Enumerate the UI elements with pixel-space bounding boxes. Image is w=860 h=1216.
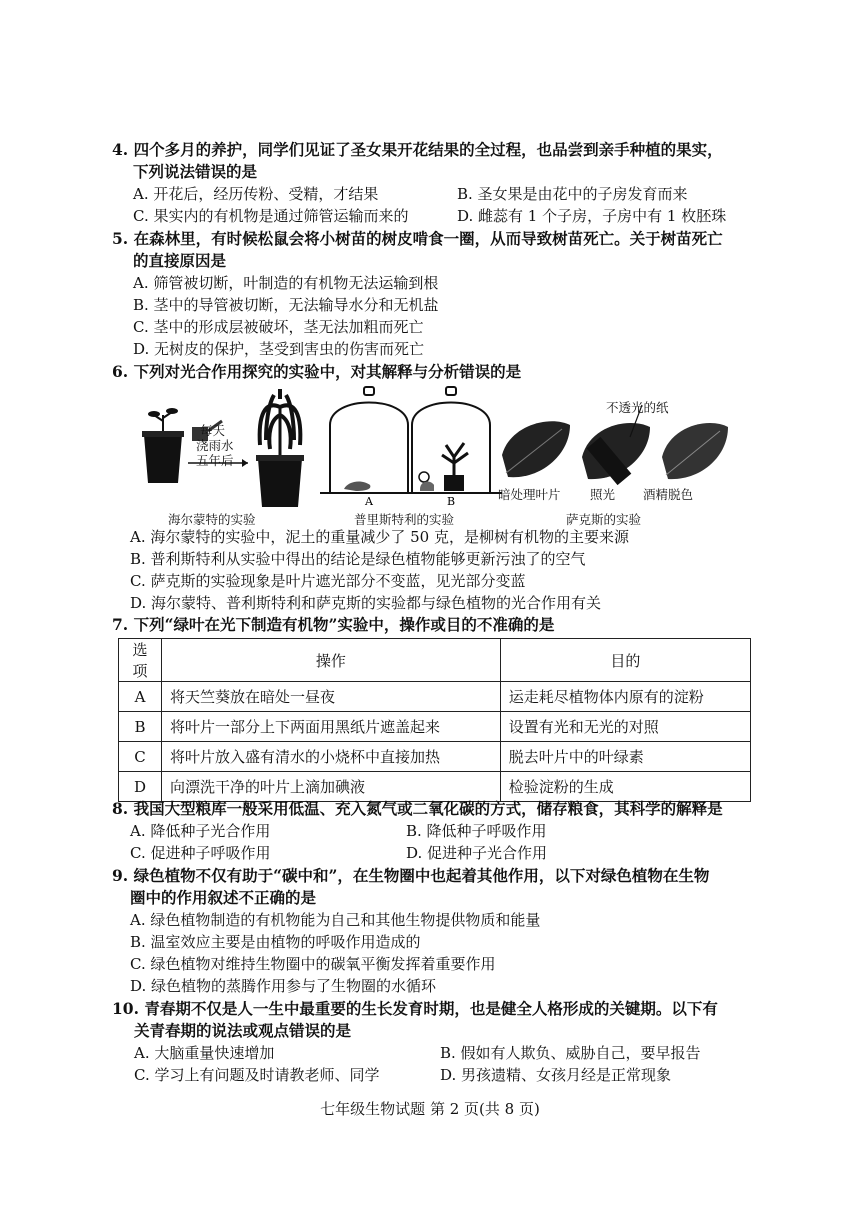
table-row	[119, 772, 751, 802]
page-footer: 七年级生物试题 第 2 页(共 8 页)	[320, 1100, 540, 1118]
row-option: C	[119, 742, 162, 772]
q8-option-b: B. 降低种子呼吸作用	[406, 822, 547, 840]
header-purpose: 目的	[500, 639, 750, 682]
q9-stem-cont: 圈中的作用叙述不正确的是	[130, 888, 317, 907]
q6-option-d: D. 海尔蒙特、普利斯特利和萨克斯的实验都与绿色植物的光合作用有关	[130, 594, 602, 612]
row-option: A	[119, 682, 162, 712]
q4-stem: 4. 四个多月的养护，同学们见证了圣女果开花结果的全过程，也品尝到亲手种植的果实，	[112, 140, 723, 159]
sachs-leaf-bleached-icon	[662, 423, 728, 479]
q5-option-a: A. 筛管被切断，叶制造的有机物无法运输到根	[133, 274, 439, 292]
q6-option-c: C. 萨克斯的实验现象是叶片遮光部分不变蓝，见光部分变蓝	[130, 572, 526, 590]
table-row	[119, 712, 751, 742]
row-purpose: 运走耗尽植物体内原有的淀粉	[500, 682, 750, 712]
table-row	[119, 682, 751, 712]
helmont-pot-large-icon	[256, 389, 304, 507]
q8-stem: 8. 我国大型粮库一般采用低温、充入氮气或二氧化碳的方式，储存粮食，其科学的解释是	[112, 799, 723, 818]
table-row	[119, 742, 751, 772]
sachs-leaf-covered-icon	[582, 405, 650, 485]
q10-stem-cont: 关青春期的说法或观点错误的是	[134, 1021, 352, 1040]
sachs-step-1: 暗处理叶片	[498, 487, 561, 502]
q6-stem: 6. 下列对光合作用探究的实验中，对其解释与分析错误的是	[112, 362, 522, 381]
row-operation: 将天竺葵放在暗处一昼夜	[162, 682, 501, 712]
helmont-caption: 海尔蒙特的实验	[168, 512, 256, 527]
row-purpose: 设置有光和无光的对照	[500, 712, 750, 742]
q5-option-c: C. 茎中的形成层被破坏，茎无法加粗而死亡	[133, 318, 424, 336]
helmont-note-3: 五年后	[196, 453, 234, 468]
q10-option-c: C. 学习上有问题及时请教老师、同学	[134, 1066, 380, 1084]
header-option: 选项	[119, 639, 162, 682]
sachs-step-3: 酒精脱色	[643, 487, 694, 502]
q4-option-d: D. 雌蕊有 1 个子房，子房中有 1 枚胚珠	[457, 207, 727, 225]
q5-stem-cont: 的直接原因是	[133, 251, 227, 270]
priestley-bell-jar-b-icon	[412, 387, 490, 493]
table-header-row	[119, 639, 751, 682]
q10-stem: 10. 青春期不仅是人一生中最重要的生长发育时期，也是健全人格形成的关键期。以下有	[112, 999, 718, 1018]
q8-option-a: A. 降低种子光合作用	[130, 822, 271, 840]
row-purpose: 脱去叶片中的叶绿素	[500, 742, 750, 772]
helmont-pot-small-icon	[142, 408, 184, 483]
sachs-caption: 萨克斯的实验	[566, 512, 642, 527]
q10-option-d: D. 男孩遗精、女孩月经是正常现象	[440, 1066, 672, 1084]
q4-option-a: A. 开花后，经历传粉、受精，才结果	[133, 185, 379, 203]
sachs-leaf-dark-icon	[502, 421, 570, 477]
q8-option-d: D. 促进种子光合作用	[406, 844, 548, 862]
sachs-step-2: 照光	[590, 487, 616, 502]
q7-stem: 7. 下列“绿叶在光下制造有机物”实验中，操作或目的不准确的是	[112, 615, 555, 634]
q5-option-b: B. 茎中的导管被切断，无法输导水分和无机盐	[133, 296, 439, 314]
q4-stem-cont: 下列说法错误的是	[133, 162, 258, 181]
q10-option-b: B. 假如有人欺负、威胁自己，要早报告	[440, 1044, 701, 1062]
row-operation: 将叶片放入盛有清水的小烧杯中直接加热	[162, 742, 501, 772]
row-option: D	[119, 772, 162, 802]
q6-option-b: B. 普利斯特利从实验中得出的结论是绿色植物能够更新污浊了的空气	[130, 550, 586, 568]
q9-option-b: B. 温室效应主要是由植物的呼吸作用造成的	[130, 933, 421, 951]
jar-label-a: A	[365, 495, 373, 508]
q9-stem: 9. 绿色植物不仅有助于“碳中和”，在生物圈中也起着其他作用，以下对绿色植物在生物	[112, 866, 710, 885]
row-operation: 向漂洗干净的叶片上滴加碘液	[162, 772, 501, 802]
sachs-paper-label: 不透光的纸	[606, 400, 669, 415]
q4-option-c: C. 果实内的有机物是通过筛管运输而来的	[133, 207, 409, 225]
q9-option-a: A. 绿色植物制造的有机物能为自己和其他生物提供物质和能量	[130, 911, 541, 929]
helmont-note-1: 每天	[200, 423, 226, 438]
q6-option-a: A. 海尔蒙特的实验中，泥土的重量减少了 50 克，是柳树有机物的主要来源	[130, 528, 629, 546]
q9-option-c: C. 绿色植物对维持生物圈中的碳氧平衡发挥着重要作用	[130, 955, 496, 973]
priestley-caption: 普里斯特利的实验	[354, 512, 455, 527]
q5-stem: 5. 在森林里，有时候松鼠会将小树苗的树皮啃食一圈，从而导致树苗死亡。关于树苗死亡	[112, 229, 723, 248]
priestley-bell-jar-a-icon	[330, 387, 408, 493]
row-option: B	[119, 712, 162, 742]
q10-option-a: A. 大脑重量快速增加	[134, 1044, 275, 1062]
header-operation: 操作	[162, 639, 501, 682]
helmont-note-2: 浇雨水	[196, 438, 234, 453]
q9-option-d: D. 绿色植物的蒸腾作用参与了生物圈的水循环	[130, 977, 437, 995]
row-purpose: 检验淀粉的生成	[500, 772, 750, 802]
row-operation: 将叶片一部分上下两面用黑纸片遮盖起来	[162, 712, 501, 742]
q7-table	[118, 638, 751, 802]
q5-option-d: D. 无树皮的保护，茎受到害虫的伤害而死亡	[133, 340, 425, 358]
jar-label-b: B	[446, 495, 456, 508]
q8-option-c: C. 促进种子呼吸作用	[130, 844, 271, 862]
q4-option-b: B. 圣女果是由花中的子房发育而来	[457, 185, 688, 203]
